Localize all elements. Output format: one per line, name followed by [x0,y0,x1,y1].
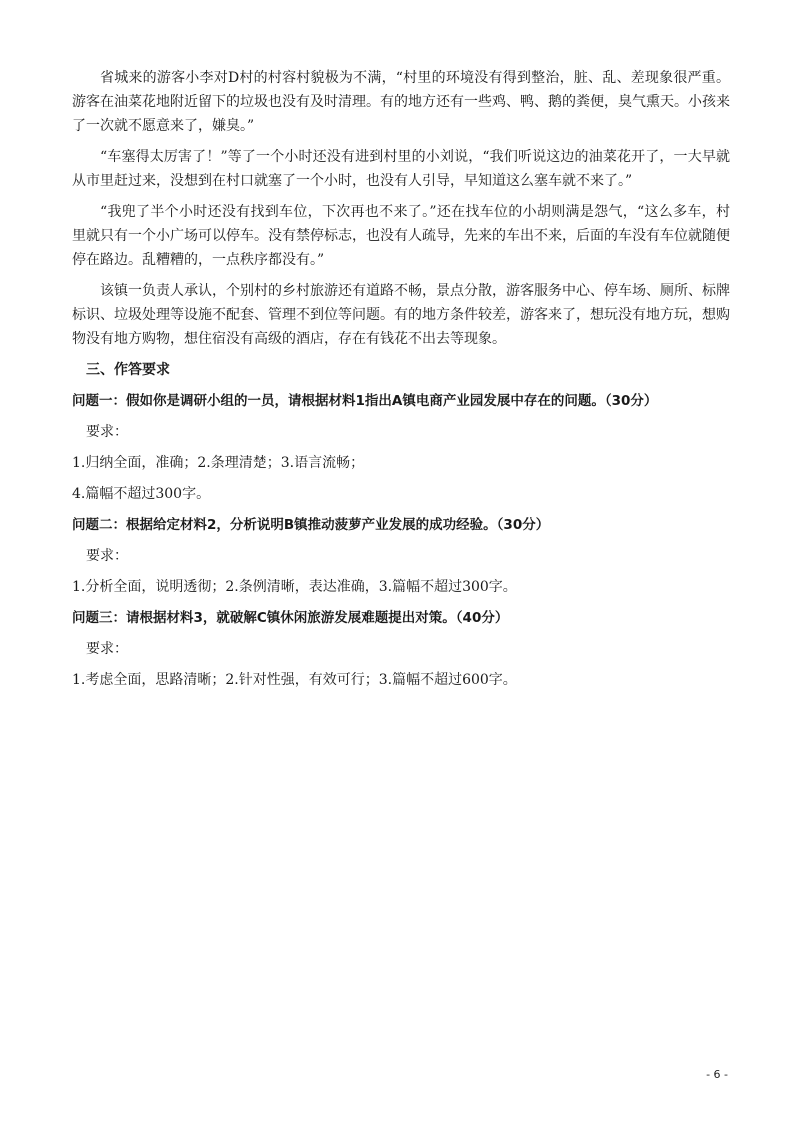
question-3-requirements-label: 要求： [86,641,128,657]
page-number: - 6 - [706,1068,728,1081]
paragraph-2: “车塞得太厉害了！”等了一个小时还没有进到村里的小刘说，“我们听说这边的油菜花开了，一大早就从市里赶过来，没想到在村口就塞了一个小时，也没有人引导，早知道这么塞车就不来了。” [72,149,730,189]
question-1-requirements-label: 要求： [86,424,128,440]
paragraph-3: “我兜了半个小时还没有找到车位，下次再也不来了。”还在找车位的小胡则满是怨气，“这么多车，村里就只有一个小广场可以停车。没有禁停标志，也没有人疏导，先来的车出不来，后面的车没有车位就随便停在路边。乱糟糟的，一点秩序都没有。” [72,204,730,268]
question-1 [72,389,730,506]
paragraph-1: 省城来的游客小李对D村的村容村貌极为不满，“村里的环境没有得到整治，脏、乱、差现象很严重。游客在油菜花地附近留下的垃圾也没有及时清理。有的地方还有一些鸡、鸭、鹅的粪便，臭气熏天。小孩来了一次就不愿意来了，嫌臭。” [72,70,730,134]
question-2-title: 问题二：根据给定材料2，分析说明B镇推动菠萝产业发展的成功经验。（30分） [72,517,550,533]
section-heading: 三、作答要求 [86,362,170,378]
page-content [72,66,730,699]
paragraph-4: 该镇一负责人承认，个别村的乡村旅游还有道路不畅，景点分散，游客服务中心、停车场、厕所、标牌标识、垃圾处理等设施不配套、管理不到位等问题。有的地方条件较差，游客来了，想玩没有地方玩，想购物没有地方购物，想住宿没有高级的酒店，存在有钱花不出去等现象。 [72,283,730,347]
question-1-title: 问题一：假如你是调研小组的一员，请根据材料1指出A镇电商产业园发展中存在的问题。（30分） [72,393,658,409]
question-2-requirements-label: 要求： [86,548,128,564]
question-3-title: 问题三：请根据材料3，就破解C镇休闲旅游发展难题提出对策。（40分） [72,610,509,626]
question-1-requirement-2: 4.篇幅不超过300字。 [72,486,211,502]
question-3-requirement-1: 1.考虑全面，思路清晰；2.针对性强，有效可行；3.篇幅不超过600字。 [72,672,517,688]
question-2 [72,513,730,599]
question-3 [72,606,730,692]
question-2-requirement-1: 1.分析全面，说明透彻；2.条例清晰，表达准确，3.篇幅不超过300字。 [72,579,517,595]
question-1-requirement-1: 1.归纳全面，准确；2.条理清楚；3.语言流畅； [72,455,365,471]
